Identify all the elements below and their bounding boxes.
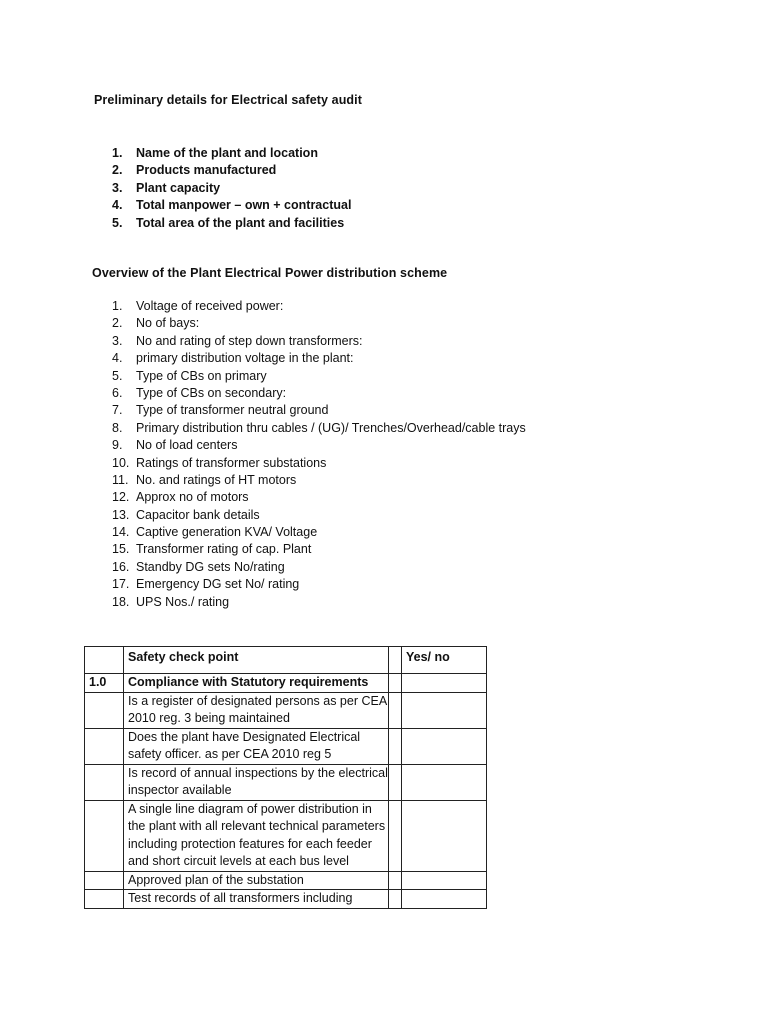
table-cell-blank	[389, 890, 402, 909]
item-text: Type of transformer neutral ground	[136, 403, 329, 418]
item-number: 18.	[112, 594, 130, 609]
item-number: 3.	[112, 333, 123, 348]
section-title: Compliance with Statutory requirements	[124, 674, 389, 693]
table-cell-number	[85, 890, 124, 909]
item-number: 17.	[112, 577, 130, 592]
item-number: 13.	[112, 507, 130, 522]
item-number: 5.	[112, 215, 123, 230]
table-cell-checkpoint: Approved plan of the substation	[124, 871, 389, 890]
item-number: 10.	[112, 455, 130, 470]
item-number: 16.	[112, 559, 130, 574]
item-number: 8.	[112, 420, 123, 435]
item-text: Standby DG sets No/rating	[136, 559, 285, 574]
table-cell-number	[85, 871, 124, 890]
item-text: Plant capacity	[136, 180, 221, 195]
item-text: UPS Nos./ rating	[136, 594, 230, 609]
item-number: 5.	[112, 368, 123, 383]
item-text: primary distribution voltage in the plant:	[136, 351, 354, 366]
item-number: 2.	[112, 316, 123, 331]
table-cell-number	[85, 764, 124, 800]
item-text: Capacitor bank details	[136, 507, 260, 522]
table-cell-blank	[389, 800, 402, 871]
item-number: 15.	[112, 542, 130, 557]
table-row	[85, 800, 487, 871]
table-cell-answer	[402, 890, 487, 909]
item-number: 4.	[112, 351, 123, 366]
item-number: 1.	[112, 299, 123, 313]
table-cell-blank	[389, 764, 402, 800]
item-text: Voltage of received power:	[136, 299, 284, 313]
item-text: Type of CBs on secondary:	[136, 385, 287, 400]
table-row	[85, 728, 487, 764]
item-text: Transformer rating of cap. Plant	[136, 542, 312, 557]
item-text: No of bays:	[136, 316, 200, 331]
item-number: 12.	[112, 490, 130, 505]
table-row	[85, 692, 487, 728]
item-text: Type of CBs on primary	[136, 368, 267, 383]
header-cell-number	[85, 647, 124, 674]
table-cell-checkpoint: Test records of all transformers including	[124, 890, 389, 909]
header-cell-yes-no: Yes/ no	[402, 647, 487, 674]
table-row	[85, 871, 487, 890]
item-text: Total manpower – own + contractual	[136, 198, 352, 213]
item-text: Total area of the plant and facilities	[136, 215, 345, 230]
table-cell-blank	[389, 728, 402, 764]
table-section-row	[85, 674, 487, 693]
table-cell-number	[85, 728, 124, 764]
item-text: Ratings of transformer substations	[136, 455, 327, 470]
overview-heading: Overview of the Plant Electrical Power distribution scheme	[92, 266, 448, 280]
item-number: 1.	[112, 146, 123, 160]
table-cell-number	[85, 692, 124, 728]
safety-checklist-table	[84, 646, 487, 909]
item-number: 2.	[112, 163, 123, 178]
table-cell-number	[85, 800, 124, 871]
table-cell-checkpoint: Is record of annual inspections by the electrical inspector available	[124, 764, 389, 800]
header-cell-blank	[389, 647, 402, 674]
item-number: 14.	[112, 525, 130, 540]
item-number: 3.	[112, 180, 123, 195]
table-cell-checkpoint: Is a register of designated persons as per CEA 2010 reg. 3 being maintained	[124, 692, 389, 728]
item-text: Products manufactured	[136, 163, 277, 178]
table-row	[85, 890, 487, 909]
item-text: No. and ratings of HT motors	[136, 472, 297, 487]
item-text: Approx no of motors	[136, 490, 249, 505]
table-cell-blank	[389, 692, 402, 728]
item-text: Name of the plant and location	[136, 146, 318, 160]
item-number: 9.	[112, 438, 123, 453]
table-cell-checkpoint: Does the plant have Designated Electrical safety officer. as per CEA 2010 reg 5	[124, 728, 389, 764]
item-number: 11.	[112, 472, 129, 487]
item-text: Captive generation KVA/ Voltage	[136, 525, 318, 540]
item-number: 4.	[112, 198, 123, 213]
table-cell-answer	[402, 800, 487, 871]
item-text: Emergency DG set No/ rating	[136, 577, 300, 592]
table-header-row	[85, 647, 487, 674]
item-text: Primary distribution thru cables / (UG)/ Trenches/Overhead/cable trays	[136, 420, 526, 435]
preliminary-heading: Preliminary details for Electrical safety audit	[94, 93, 362, 107]
item-number: 7.	[112, 403, 123, 418]
table-cell-answer	[402, 764, 487, 800]
table-cell-answer	[402, 871, 487, 890]
item-text: No of load centers	[136, 438, 238, 453]
item-text: No and rating of step down transformers:	[136, 333, 363, 348]
table-cell-checkpoint: A single line diagram of power distribution in the plant with all relevant technical parameters including protection features for each feeder and short circuit levels at each bus level	[124, 800, 389, 871]
item-number: 6.	[112, 385, 123, 400]
section-number: 1.0	[85, 674, 124, 693]
table-row	[85, 764, 487, 800]
table-cell-blank	[389, 871, 402, 890]
table-cell-answer	[402, 728, 487, 764]
table-cell-blank	[389, 674, 402, 693]
table-cell-answer	[402, 692, 487, 728]
table-cell-answer	[402, 674, 487, 693]
header-cell-checkpoint: Safety check point	[124, 647, 389, 674]
